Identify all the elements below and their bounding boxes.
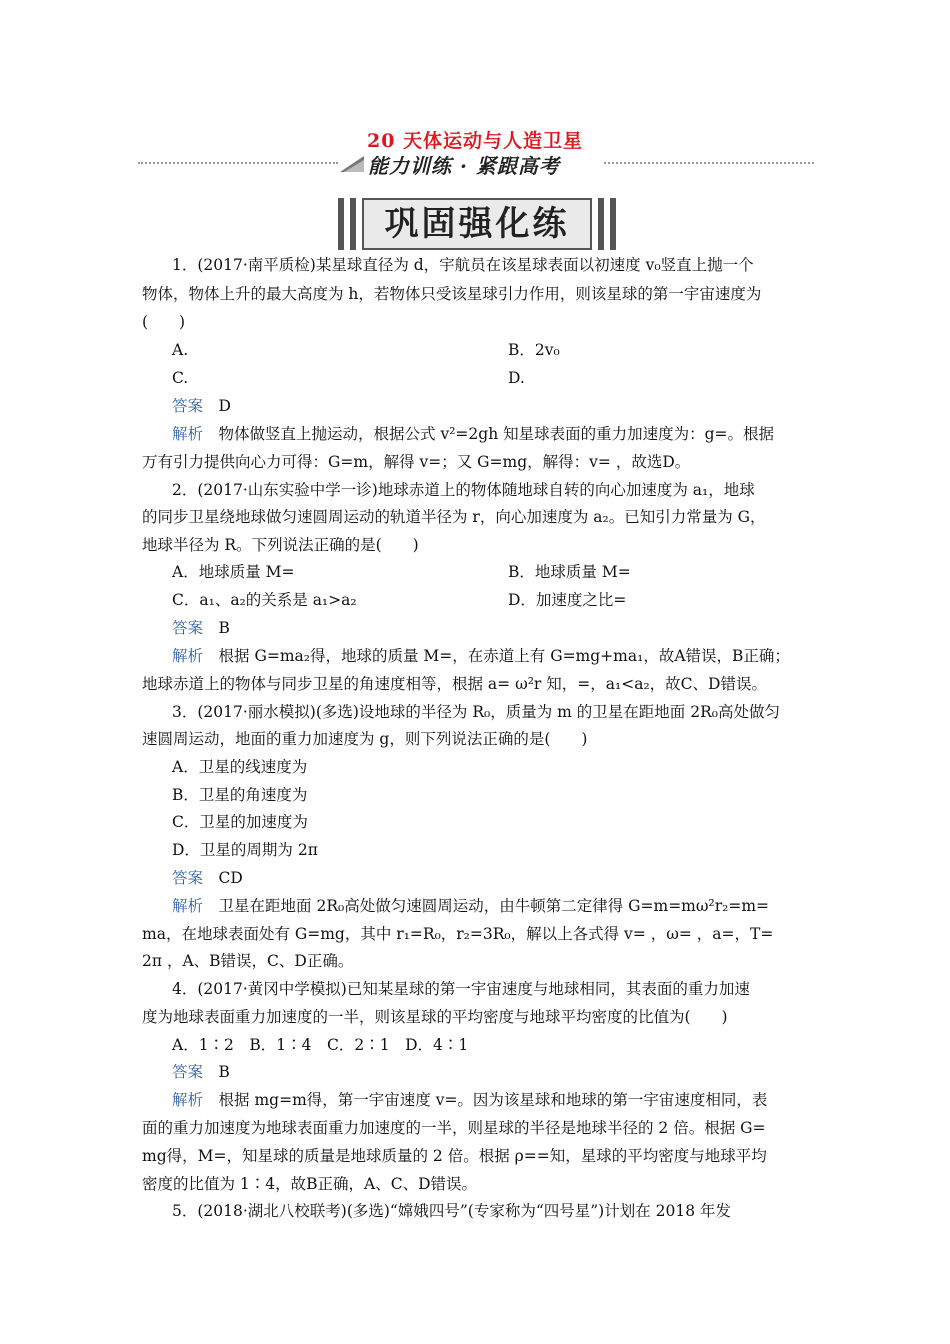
section-bar-right-inner	[598, 198, 604, 250]
q3-option-a: A．卫星的线速度为	[172, 758, 308, 776]
q2-explanation-1	[172, 646, 842, 666]
q1-line-1: 1．(2017·南平质检)某星球直径为 d，宇航员在该星球表面以初速度 v₀竖直上抛一个	[172, 256, 754, 274]
q4-explanation-4: 密度的比值为 1∶4，故B正确，A、C、D错误。	[142, 1175, 478, 1193]
answer-label: 答案	[172, 619, 204, 637]
q3-answer	[172, 868, 842, 888]
q3-explanation-1-text: 卫星在距地面 2R₀高处做匀速圆周运动，由牛顿第二定律得 G=m=mω²r₂=m=	[218, 897, 770, 915]
q3-answer-value: CD	[218, 869, 243, 887]
analysis-label: 解析	[172, 647, 204, 665]
section-title: 巩固强化练	[362, 198, 592, 250]
q2-explanation-1-text: 根据 G=ma₂得，地球的质量 M=，在赤道上有 G=mg+ma₁，故A错误，B正确；	[218, 647, 790, 665]
q1-option-d: D.	[508, 369, 525, 387]
banner-title: 能力训练 · 紧跟高考	[368, 154, 560, 178]
q4-answer	[172, 1062, 842, 1082]
banner-divider-left	[138, 162, 338, 164]
q1-answer-value: D	[218, 397, 231, 415]
analysis-label: 解析	[172, 425, 204, 443]
q2-option-a: A．地球质量 M=	[172, 563, 295, 581]
q3-explanation-3: 2π ，A、B错误，C、D正确。	[142, 952, 354, 970]
q3-option-c: C．卫星的加速度为	[172, 813, 308, 831]
q1-answer	[172, 396, 842, 416]
q2-line-3: 地球半径为 R。下列说法正确的是( )	[142, 536, 419, 554]
q3-option-d: D．卫星的周期为 2π	[172, 841, 318, 859]
q4-line-2: 度为地球表面重力加速度的一半，则该星球的平均密度与地球平均密度的比值为( )	[142, 1008, 728, 1026]
q4-explanation-2: 面的重力加速度为地球表面重力加速度的一半，则星球的半径是地球半径的 2 倍。根据 G=	[142, 1119, 766, 1137]
answer-label: 答案	[172, 1063, 204, 1081]
q3-line-2: 速圆周运动，地面的重力加速度为 g，则下列说法正确的是( )	[142, 730, 588, 748]
q4-options: A．1∶2 B．1∶4 C．2∶1 D．4∶1	[172, 1036, 469, 1054]
q4-explanation-3: mg得，M=，知星球的质量是地球质量的 2 倍。根据 ρ==知，星球的平均密度与地球平均	[142, 1147, 767, 1165]
q2-answer-value: B	[218, 619, 230, 637]
q4-explanation-1	[172, 1090, 842, 1110]
q2-line-2: 的同步卫星绕地球做匀速圆周运动的轨道半径为 r，向心加速度为 a₂。已知引力常量为 G，	[142, 508, 766, 526]
q1-explanation-2: 万有引力提供向心力可得：G=m，解得 v=；又 G=mg，解得：v= ，故选D。	[142, 453, 691, 471]
analysis-label: 解析	[172, 897, 204, 915]
q2-line-1: 2．(2017·山东实验中学一诊)地球赤道上的物体随地球自转的向心加速度为 a₁，地球	[172, 481, 755, 499]
q1-option-a: A.	[172, 341, 189, 359]
q3-line-1: 3．(2017·丽水模拟)(多选)设地球的半径为 R₀，质量为 m 的卫星在距地面 2R₀高处做匀	[172, 703, 780, 721]
q1-option-b: B．2v₀	[508, 341, 560, 359]
q3-explanation-1	[172, 896, 842, 916]
q1-line-3: ( )	[142, 313, 186, 331]
q3-option-b: B．卫星的角速度为	[172, 786, 308, 804]
page-title: 20 天体运动与人造卫星	[366, 130, 584, 152]
q2-explanation-2: 地球赤道上的物体与同步卫星的角速度相等，根据 a= ω²r 知，=，a₁<a₂，故C、D错误。	[142, 675, 767, 693]
q2-option-b: B．地球质量 M=	[508, 563, 631, 581]
section-bar-right	[610, 198, 616, 250]
q2-option-d: D．加速度之比=	[508, 591, 627, 609]
q1-line-2: 物体，物体上升的最大高度为 h，若物体只受该星球引力作用，则该星球的第一宇宙速度为	[142, 285, 762, 303]
q1-explanation-1-text: 物体做竖直上抛运动，根据公式 v²=2gh 知星球表面的重力加速度为：g=。根据	[218, 425, 775, 443]
q4-explanation-1-text: 根据 mg=m得，第一宇宙速度 v=。因为该星球和地球的第一宇宙速度相同，表	[218, 1091, 768, 1109]
q4-line-1: 4．(2017·黄冈中学模拟)已知某星球的第一宇宙速度与地球相同，其表面的重力加速	[172, 980, 750, 998]
q1-explanation-1	[172, 424, 842, 444]
q4-answer-value: B	[218, 1063, 230, 1081]
q3-explanation-2: ma，在地球表面处有 G=mg，其中 r₁=R₀，r₂=3R₀，解以上各式得 v= ，ω= ，a=，T=	[142, 925, 774, 943]
banner-divider-right	[604, 162, 814, 164]
banner	[138, 150, 814, 176]
section-header	[338, 198, 616, 250]
answer-label: 答案	[172, 397, 204, 415]
q5-line-1: 5．(2018·湖北八校联考)(多选)“嫦娥四号”(专家称为“四号星”)计划在 2018 年发	[172, 1202, 732, 1220]
analysis-label: 解析	[172, 1091, 204, 1109]
section-bar-left	[338, 198, 344, 250]
answer-label: 答案	[172, 869, 204, 887]
pencil-icon	[340, 156, 364, 172]
q2-answer	[172, 618, 842, 638]
q2-option-c: C．a₁、a₂的关系是 a₁>a₂	[172, 591, 357, 609]
q1-option-c: C.	[172, 369, 189, 387]
section-bar-left-inner	[350, 198, 356, 250]
